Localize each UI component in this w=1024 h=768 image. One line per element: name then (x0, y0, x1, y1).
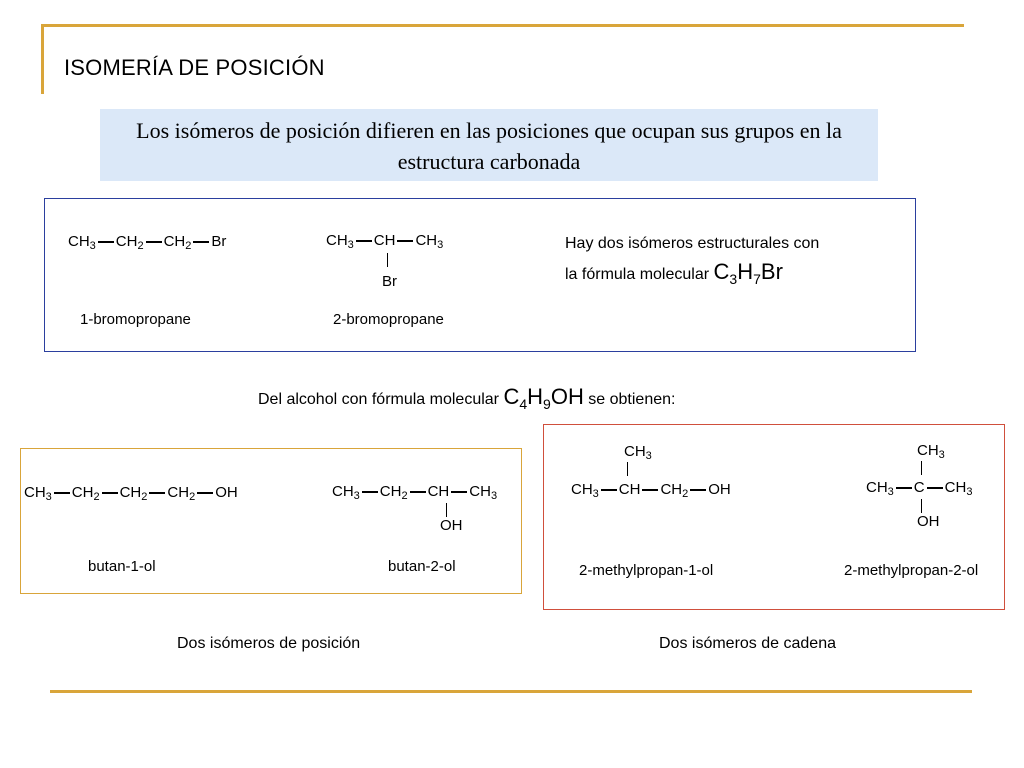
bottom-rule (50, 690, 972, 693)
alcohol-intro (258, 384, 675, 410)
bond-vertical (627, 462, 628, 476)
bond-vertical (921, 461, 922, 475)
alcohol-intro-text: Del alcohol con fórmula molecular (258, 391, 499, 408)
bond-vertical (387, 253, 388, 267)
structure-butan-1-ol: $CH_3$ $CH_2$ $CH_2$ $CH_2$ OH (24, 484, 238, 503)
name-2-methylpropan-1-ol: 2-methylpropan-1-ol (579, 562, 714, 579)
note-line-2-text: la fórmula molecular (565, 266, 710, 283)
left-rule (41, 24, 44, 94)
slide-title: ISOMERÍA DE POSICIÓN (64, 55, 325, 80)
structure-butan-2-ol: $CH_3$ $CH_2$ CH $CH_3$ (332, 483, 498, 502)
caption-chain-isomers: Dos isómeros de cadena (659, 635, 836, 652)
bond-vertical (921, 499, 922, 513)
name-butan-2-ol: butan-2-ol (388, 558, 456, 575)
top-rule (44, 24, 964, 27)
substituent-br: Br (382, 273, 397, 290)
note-line-1: Hay dos isómeros estructurales con (565, 235, 820, 252)
structure-1-bromopropane: $CH_3$ $CH_2$ $CH_2$ Br (68, 233, 227, 252)
substituent-oh: OH (440, 517, 463, 534)
structure-2-methylpropan-2-ol: $CH_3$ C $CH_3$ (866, 479, 973, 498)
substituent-ch3: $CH_3$ (917, 442, 945, 461)
name-1-bromopropane: 1-bromopropane (80, 311, 191, 328)
structure-2-bromopropane: $CH_3$ CH $CH_3$ (326, 232, 444, 251)
bond-vertical (446, 503, 447, 517)
name-butan-1-ol: butan-1-ol (88, 558, 156, 575)
bromo-note (565, 230, 895, 289)
substituent-ch3: $CH_3$ (624, 443, 652, 462)
formula-c3h7br: $C_3H_7Br$ (713, 259, 783, 287)
name-2-bromopropane: 2-bromopropane (333, 311, 444, 328)
note-line-2 (565, 258, 895, 289)
name-2-methylpropan-2-ol: 2-methylpropan-2-ol (844, 562, 979, 579)
structure-2-methylpropan-1-ol: $CH_3$ CH $CH_2$ OH (571, 481, 731, 500)
alcohol-intro-tail: se obtienen: (588, 391, 676, 408)
caption-position-isomers: Dos isómeros de posición (177, 635, 361, 652)
definition-box: Los isómeros de posición difieren en las posiciones que ocupan sus grupos en la estructura carbonada (100, 109, 878, 181)
formula-c4h9oh: $C_4H_9OH$ (503, 384, 584, 412)
substituent-oh: OH (917, 513, 940, 530)
